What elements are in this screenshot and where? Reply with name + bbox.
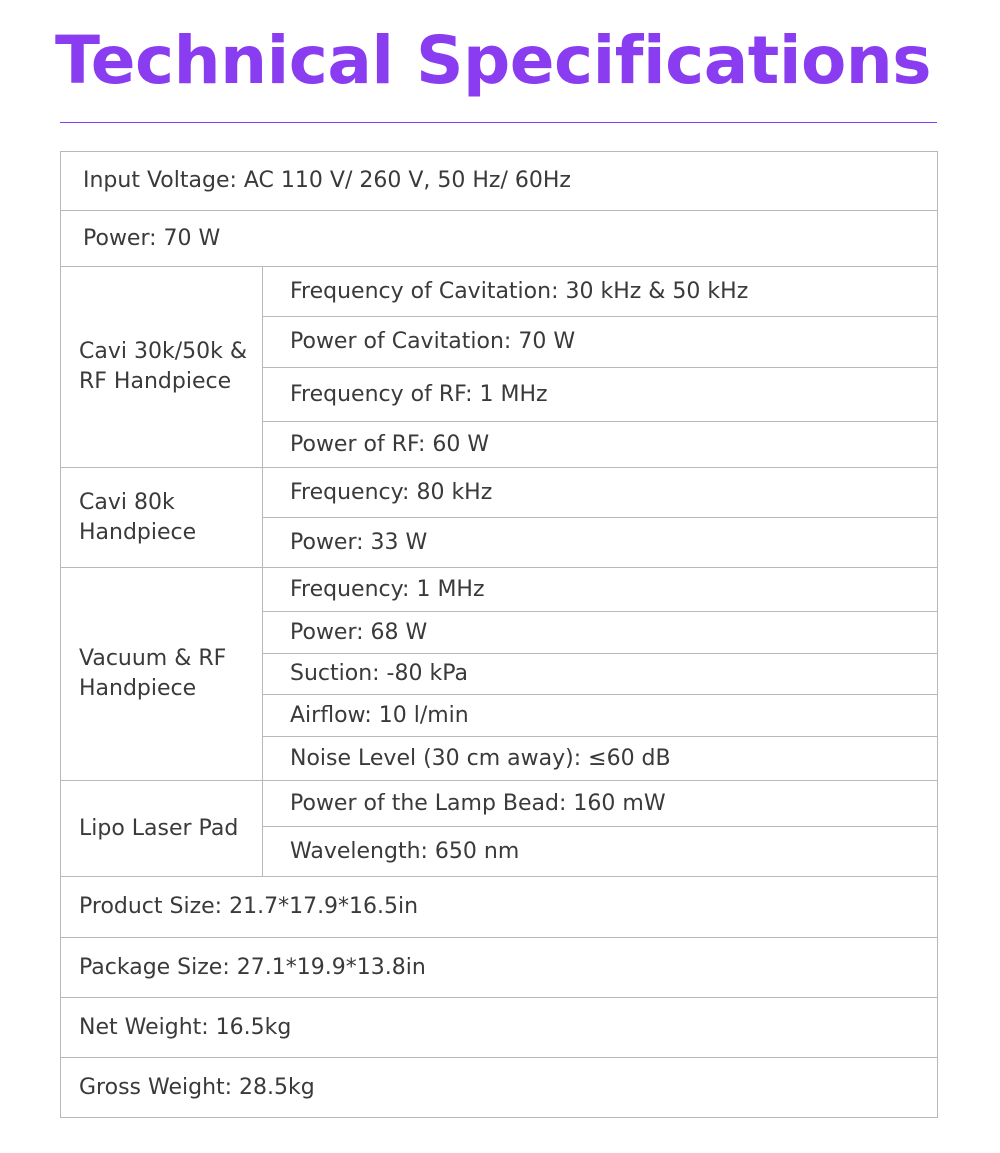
spec-item: Noise Level (30 cm away): ≤60 dB (263, 737, 938, 781)
table-row (61, 781, 938, 827)
group-label-lipo-laser-pad: Lipo Laser Pad (61, 781, 263, 877)
spec-item: Power: 68 W (263, 612, 938, 654)
table-row (61, 1058, 938, 1118)
table-row (61, 211, 938, 267)
spec-table (60, 151, 938, 1118)
table-row (61, 877, 938, 938)
spec-product-size: Product Size: 21.7*17.9*16.5in (61, 877, 938, 938)
spec-gross-weight: Gross Weight: 28.5kg (61, 1058, 938, 1118)
spec-item: Suction: -80 kPa (263, 654, 938, 695)
table-row (61, 152, 938, 211)
group-label-cavi-30k-50k-rf: Cavi 30k/50k & RF Handpiece (61, 267, 263, 468)
page-title: Technical Specifications (55, 22, 932, 99)
spec-package-size: Package Size: 27.1*19.9*13.8in (61, 938, 938, 998)
spec-item: Frequency: 1 MHz (263, 568, 938, 612)
spec-item: Wavelength: 650 nm (263, 827, 938, 877)
title-divider (60, 122, 937, 123)
spec-net-weight: Net Weight: 16.5kg (61, 998, 938, 1058)
table-row (61, 568, 938, 612)
spec-item: Frequency of Cavitation: 30 kHz & 50 kHz (263, 267, 938, 317)
spec-item: Frequency of RF: 1 MHz (263, 368, 938, 422)
spec-item: Power of Cavitation: 70 W (263, 317, 938, 368)
spec-power: Power: 70 W (61, 211, 938, 267)
table-row (61, 998, 938, 1058)
table-row (61, 267, 938, 317)
spec-input-voltage: Input Voltage: AC 110 V/ 260 V, 50 Hz/ 60Hz (61, 152, 938, 211)
spec-item: Power of RF: 60 W (263, 422, 938, 468)
table-row (61, 938, 938, 998)
spec-item: Power: 33 W (263, 518, 938, 568)
spec-item: Power of the Lamp Bead: 160 mW (263, 781, 938, 827)
table-row (61, 468, 938, 518)
spec-item: Frequency: 80 kHz (263, 468, 938, 518)
group-label-cavi-80k: Cavi 80k Handpiece (61, 468, 263, 568)
group-label-vacuum-rf: Vacuum & RF Handpiece (61, 568, 263, 781)
spec-item: Airflow: 10 l/min (263, 695, 938, 737)
